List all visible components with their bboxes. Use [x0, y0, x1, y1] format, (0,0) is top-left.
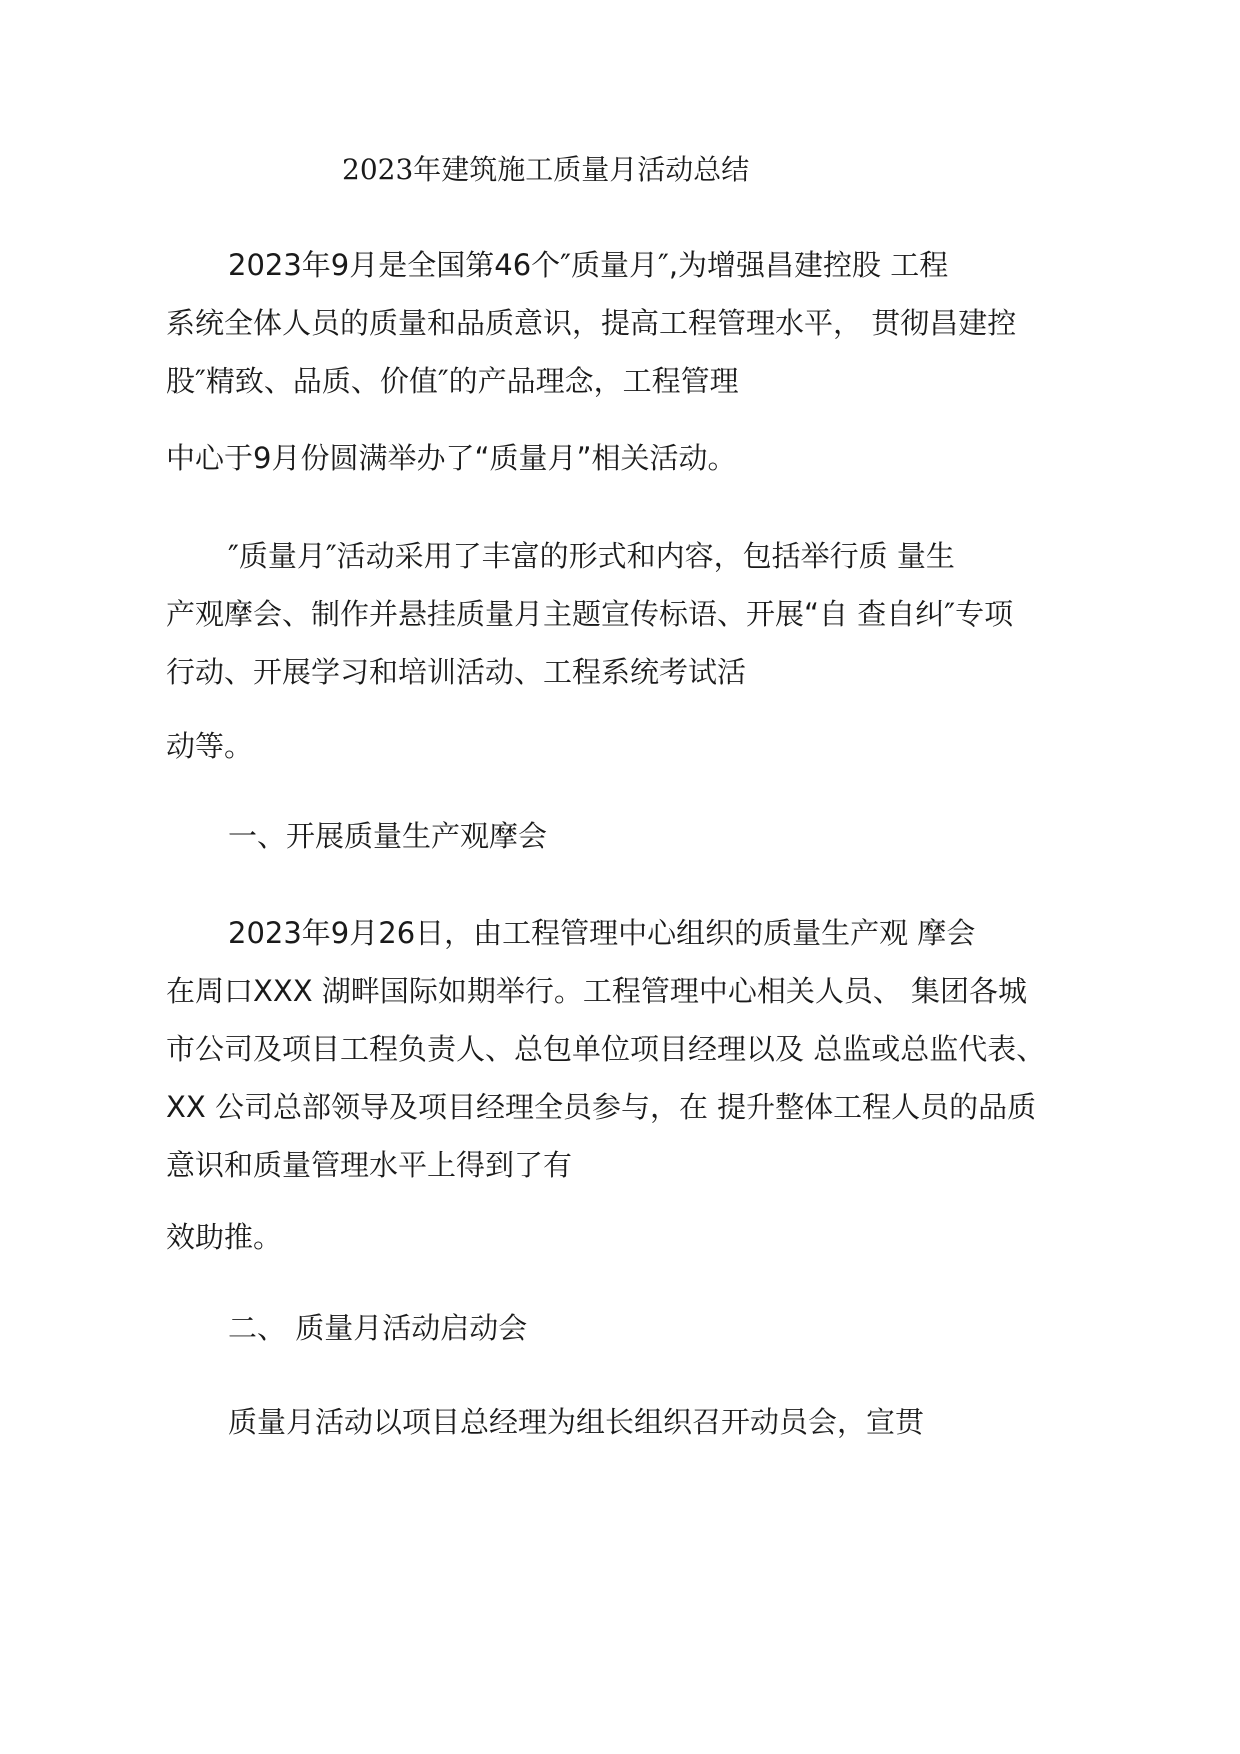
paragraph-2-line-2: 产观摩会、制作并悬挂质量月主题宣传标语、开展“自 查自纠″专项: [166, 597, 1014, 631]
paragraph-1-line-1: 2023年9月是全国第46个″质量月″,为增强昌建控股 工程: [228, 248, 949, 282]
paragraph-1-line-4: 中心于9月份圆满举办了“质量月”相关活动。: [166, 441, 737, 475]
paragraph-1-line-2: 系统全体人员的质量和品质意识，提高工程管理水平， 贯彻昌建控: [166, 306, 1017, 340]
paragraph-2-line-3: 行动、开展学习和培训活动、工程系统考试活: [166, 655, 747, 689]
paragraph-4-line-1: 质量月活动以项目总经理为组长组织召开动员会，宣贯: [228, 1405, 925, 1439]
paragraph-3-line-2: 在周口XXX 湖畔国际如期举行。工程管理中心相关人员、 集团各城: [166, 974, 1028, 1008]
document-title: 2023年建筑施工质量月活动总结: [342, 153, 750, 186]
section-2-heading: 二、 质量月活动启动会: [228, 1311, 528, 1345]
paragraph-3-line-4: XX 公司总部领导及项目经理全员参与，在 提升整体工程人员的品质: [166, 1090, 1037, 1124]
paragraph-3-line-3: 市公司及项目工程负责人、总包单位项目经理以及 总监或总监代表、: [166, 1032, 1046, 1066]
paragraph-2-line-1: ″质量月″活动采用了丰富的形式和内容，包括举行质 量生: [228, 539, 955, 573]
paragraph-3-line-6: 效助推。: [166, 1220, 283, 1254]
paragraph-3-line-5: 意识和质量管理水平上得到了有: [166, 1148, 573, 1182]
paragraph-3-line-1: 2023年9月26日，由工程管理中心组织的质量生产观 摩会: [228, 916, 976, 950]
paragraph-1-line-3: 股″精致、品质、价值″的产品理念，工程管理: [166, 364, 739, 398]
paragraph-2-line-4: 动等。: [166, 729, 254, 763]
section-1-heading: 一、开展质量生产观摩会: [228, 819, 548, 853]
